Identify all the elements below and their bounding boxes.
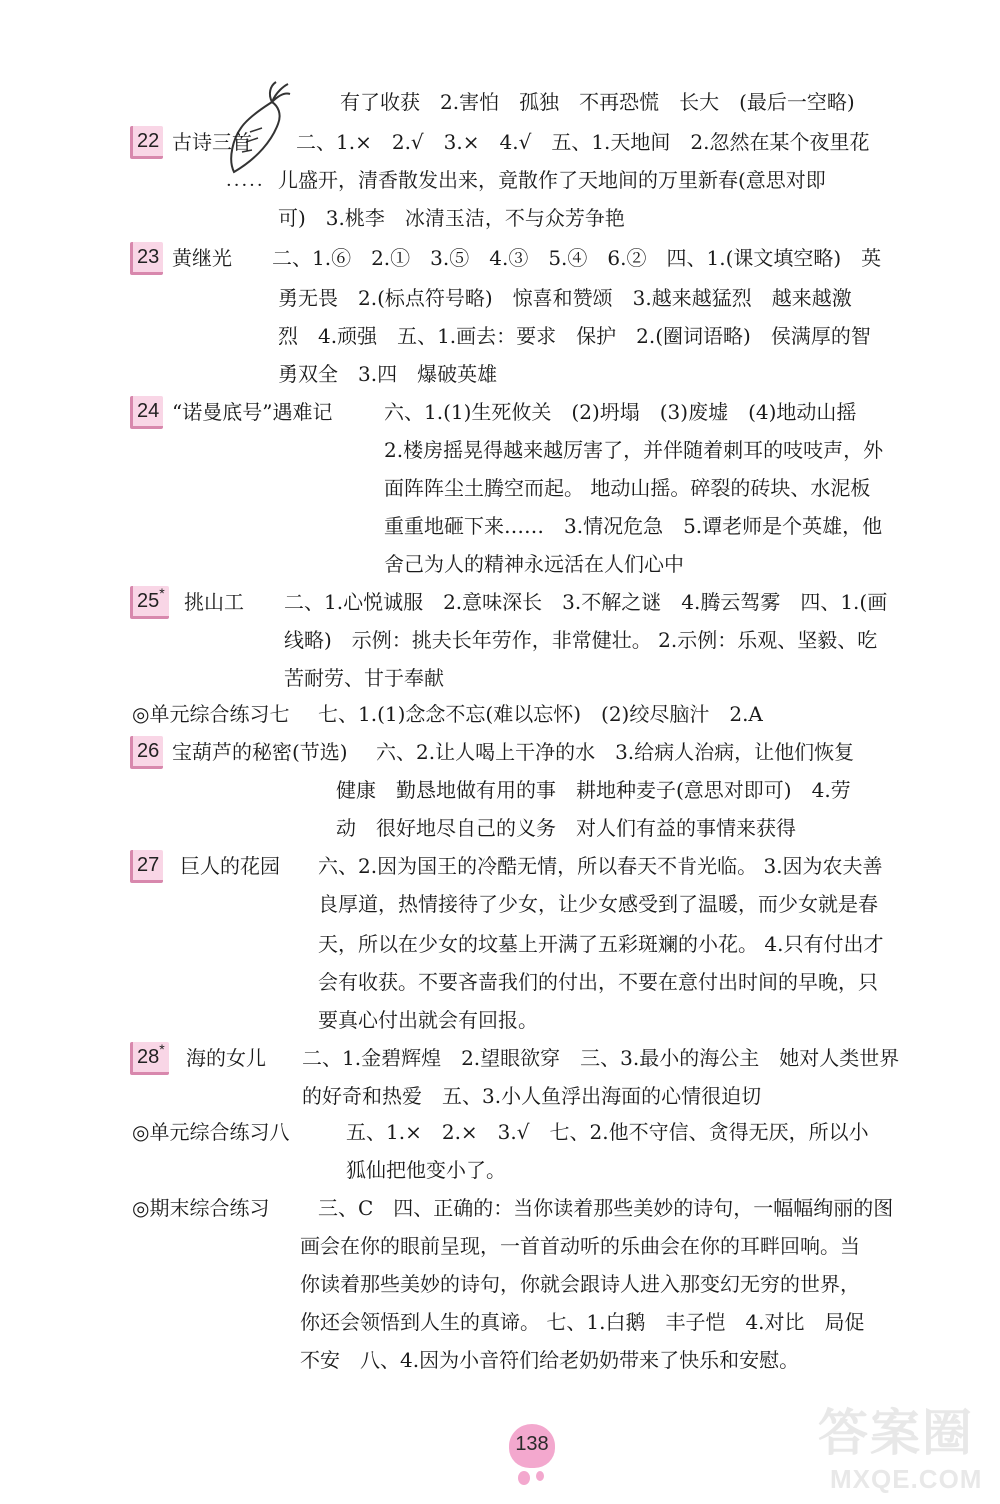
lesson-number-badge: 23 (130, 242, 163, 275)
answer-line: 会有收获。不要吝啬我们的付出，不要在意付出时间的早晚，只 (318, 970, 878, 994)
lesson-title: 宝葫芦的秘密(节选) (172, 740, 348, 764)
answer-line: 要真心付出就会有回报。 (318, 1008, 538, 1032)
answer-line: 二、1.× 2.√ 3.× 4.√ 五、1.天地间 2.忽然在某个夜里花 (296, 130, 870, 154)
lesson-number-badge: 26 (130, 736, 163, 769)
optional-star: * (159, 1041, 165, 1057)
answer-line: 天，所以在少女的坟墓上开满了五彩斑斓的小花。 4.只有付出才 (318, 932, 884, 956)
answer-line: 不安 八、4.因为小音符们给老奶奶带来了快乐和安慰。 (300, 1348, 800, 1372)
watermark-chars: 答案圈 (818, 1404, 974, 1462)
answer-line: 六、2.让人喝上干净的水 3.给病人治病，让他们恢复 (376, 740, 855, 764)
answer-line: 动 很好地尽自己的义务 对人们有益的事情来获得 (336, 816, 796, 840)
answer-line: 五、1.× 2.× 3.√ 七、2.他不守信、贪得无厌，所以小 (346, 1120, 869, 1144)
answer-line: 苦耐劳、甘于奉献 (284, 666, 444, 690)
lesson-title: 巨人的花园 (180, 854, 280, 878)
lesson-number: 28 (137, 1046, 160, 1068)
answer-line: 二、1.⑥ 2.① 3.⑤ 4.③ 5.④ 6.② 四、1.(课文填空略) 英 (272, 246, 882, 270)
page-number: 138 (509, 1424, 555, 1468)
answer-line: 线略) 示例：挑夫长年劳作，非常健壮。 2.示例：乐观、坚毅、吃 (284, 628, 878, 652)
answer-line: 六、1.(1)生死攸关 (2)坍塌 (3)废墟 (4)地动山摇 (384, 400, 857, 424)
lesson-number-badge: 24 (130, 396, 163, 429)
answer-line: 儿盛开，清香散发出来，竟散作了天地间的万里新春(意思对即 (278, 168, 826, 192)
optional-star: * (159, 585, 165, 601)
lesson-number-badge (130, 586, 169, 619)
answer-line: 健康 勤恳地做有用的事 耕地种麦子(意思对即可) 4.劳 (336, 778, 851, 802)
answer-line: 重重地砸下来…… 3.情况危急 5.谭老师是个英雄，他 (384, 514, 883, 538)
watermark-url: MXQE.COM (830, 1464, 983, 1494)
lesson-number: 25 (137, 590, 160, 612)
answer-line: 你还会领悟到人生的真谛。 七、1.白鹅 丰子恺 4.对比 局促 (300, 1310, 865, 1334)
answer-line: 良厚道，热情接待了少女，让少女感受到了温暖，而少女就是春 (318, 892, 878, 916)
lesson-number-badge: 27 (130, 850, 163, 883)
answer-line: 舍己为人的精神永远活在人们心中 (384, 552, 684, 576)
lesson-title: 挑山工 (184, 590, 244, 614)
lesson-title: 黄继光 (172, 246, 232, 270)
answer-line: 可) 3.桃李 冰清玉洁，不与众芳争艳 (278, 206, 625, 230)
unit-title: ◎单元综合练习八 (132, 1120, 290, 1144)
answer-line: 七、1.(1)念念不忘(难以忘怀) (2)绞尽脑汁 2.A (318, 702, 763, 726)
lesson-number-badge: 22 (130, 126, 163, 159)
continuation-line: 有了收获 2.害怕 孤独 不再恐慌 长大 (最后一空略) (340, 90, 855, 114)
unit-title: ◎期末综合练习 (132, 1196, 270, 1220)
answer-line: 2.楼房摇晃得越来越厉害了，并伴随着刺耳的吱吱声，外 (384, 438, 884, 462)
answer-line: 烈 4.顽强 五、1.画去：要求 保护 2.(圈词语略) 侯满厚的智 (278, 324, 871, 348)
lesson-number-badge (130, 1042, 169, 1075)
lesson-title: 古诗三首 (172, 130, 252, 154)
answer-line: 六、2.因为国王的冷酷无情，所以春天不肯光临。 3.因为农夫善 (318, 854, 883, 878)
decorative-dots: ····· (226, 175, 265, 196)
answer-line: 三、C 四、正确的：当你读着那些美妙的诗句，一幅幅绚丽的图 (318, 1196, 894, 1220)
answer-line: 面阵阵尘土腾空而起。 地动山摇。碎裂的砖块、水泥板 (384, 476, 871, 500)
answer-line: 勇双全 3.四 爆破英雄 (278, 362, 498, 386)
answer-line: 你读着那些美妙的诗句，你就会跟诗人进入那变幻无穷的世界， (300, 1272, 860, 1296)
lesson-title: 海的女儿 (186, 1046, 266, 1070)
answer-line: 画会在你的眼前呈现，一首首动听的乐曲会在你的耳畔回响。当 (300, 1234, 860, 1258)
answer-line: 勇无畏 2.(标点符号略) 惊喜和赞颂 3.越来越猛烈 越来越激 (278, 286, 852, 310)
answer-line: 二、1.心悦诚服 2.意味深长 3.不解之谜 4.腾云驾雾 四、1.(画 (284, 590, 888, 614)
watermark-logo (818, 1404, 998, 1502)
lesson-title: “诺曼底号”遇难记 (172, 400, 333, 424)
answer-line: 二、1.金碧辉煌 2.望眼欲穿 三、3.最小的海公主 她对人类世界 (302, 1046, 900, 1070)
answer-line: 狐仙把他变小了。 (346, 1158, 506, 1182)
drops-icon (516, 1470, 550, 1488)
unit-title: ◎单元综合练习七 (132, 702, 290, 726)
answer-line: 的好奇和热爱 五、3.小人鱼浮出海面的心情很迫切 (302, 1084, 762, 1108)
